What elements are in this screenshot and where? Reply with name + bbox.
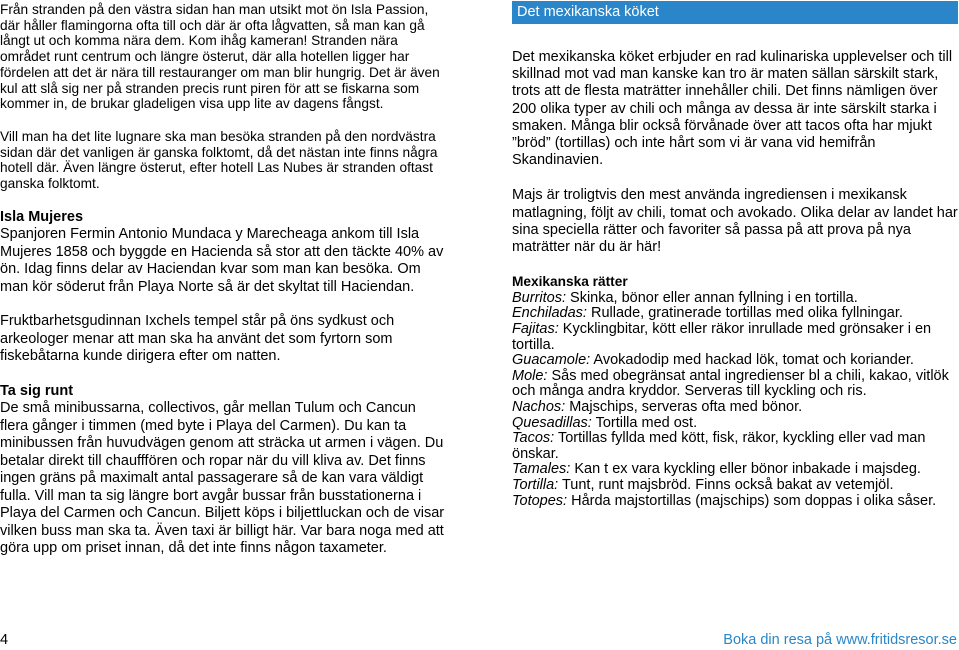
dish-description: Majschips, serveras ofta med bönor. <box>565 398 803 415</box>
dish-item <box>512 431 958 462</box>
dish-name: Mole: <box>512 367 548 384</box>
kitchen-paragraph-1: Det mexikanska köket erbjuder en rad kulinariska upplevelser och till skillnad mot vad man kanske kan tro är maten sällan särskilt stark, trots att de flesta maträtter innehåller chili. Det finns nämligen över 200 olika typer av chili och många av dessa är inte särskilt starka i smaken. Många blir också förvånade över att tacos ofta har mjukt ”bröd” (tortillas) och inte hårt som vi är vana vid hemifrån Skandinavien. <box>512 49 953 169</box>
dish-description: Skinka, bönor eller annan fyllning i en tortilla. <box>566 289 858 306</box>
dish-description: Sås med obegränsat antal ingredienser bl a chili, kakao, vitlök och många andra kryddor. Serveras till kyckling och ris. <box>512 367 949 400</box>
dish-description: Kycklingbitar, kött eller räkor inrullade med grönsaker i en tortilla. <box>512 321 932 353</box>
beach-paragraph-1: Från stranden på den västra sidan han man utsikt mot ön Isla Passion, där håller flamingorna ofta till och där är ofta lågvatten, så man kan gå långt ut och komma nära dem. Kom ihåg kameran! Stranden nära området runt centrum och längre österut, där alla hotellen ligger har fördelen att det är nära till restauranger om man blir hungrig. Det är även kul att slå sig ner på stranden precis runt piren för att se fiskarna som kommer in, de brukar gladeligen visa upp lite av dagens fångst. <box>0 2 440 112</box>
dish-name: Enchiladas: <box>512 305 587 322</box>
dish-description: Hårda majstortillas (majschips) som doppas i olika såser. <box>567 492 937 509</box>
dish-item <box>512 369 958 400</box>
dish-name: Quesadillas: <box>512 414 592 431</box>
dish-item <box>512 416 958 432</box>
dish-name: Totopes: <box>512 492 568 509</box>
dish-item <box>512 494 958 510</box>
dish-name: Nachos: <box>512 398 566 415</box>
booking-link[interactable]: Boka din resa på www.fritidsresor.se <box>723 632 957 648</box>
dish-name: Guacamole: <box>512 352 591 369</box>
section-header-mexican-kitchen: Det mexikanska köket <box>512 1 958 24</box>
dish-item <box>512 478 958 494</box>
dish-name: Fajitas: <box>512 321 559 338</box>
dish-item <box>512 400 958 416</box>
dish-item <box>512 322 958 353</box>
dish-description: Tortilla med ost. <box>591 414 698 431</box>
dish-item <box>512 462 958 478</box>
dishes-title: Mexikanska rätter <box>512 274 628 290</box>
dish-item <box>512 353 958 369</box>
dish-name: Burritos: <box>512 289 566 306</box>
kitchen-paragraph-2: Majs är troligtvis den mest använda ingrediensen i mexikansk matlagning, följt av chili, tomat och avokado. Olika delar av landet har sina speciella rätter och favoriter så passa på att prova på nya maträtter när du är här! <box>512 187 958 256</box>
dish-name: Tortilla: <box>512 476 559 493</box>
isla-mujeres-heading: Isla Mujeres <box>0 208 84 225</box>
dish-item <box>512 291 958 307</box>
dish-item <box>512 306 958 322</box>
ixchel-temple-text: Fruktbarhetsgudinnan Ixchels tempel står på öns sydkust och arkeologer menar att man ska ha använt det som fyrtorn som fiskebåtarna kunde dirigera efter om natten. <box>0 313 395 365</box>
getting-around-text: De små minibussarna, collectivos, går mellan Tulum och Cancun flera gånger i timmen (med byte i Playa del Carmen). Du kan ta minibussen från huvudvägen genom att sträcka ut armen i vägen. Du betalar direkt till chaufffören och ropar när du vill kliva av. Det finns ingen gräns på maximalt antal passagerare så de kan vara väldigt fulla. Vill man ta sig längre bort avgår bussar från busstationerna i Playa del Carmen och Cancun. Biljett köps i biljettluckan och de visar vilken buss man ska ta. Även taxi är billigt här. Var bara noga med att göra upp om priset innan, då det inte finns någon taxameter. <box>0 400 445 557</box>
dish-name: Tamales: <box>512 461 571 478</box>
left-column <box>0 0 448 558</box>
isla-mujeres-text: Spanjoren Fermin Antonio Mundaca y Marecheaga ankom till Isla Mujeres 1858 och byggde en Hacienda så stor att den täckte 40% av ön. Idag finns delar av Haciendan kvar som man kan besöka. Om man kör söderut från Playa Norte så är det skyltat till Haciendan. <box>0 226 444 295</box>
dish-name: Tacos: <box>512 430 555 447</box>
dish-description: Tunt, runt majsbröd. Finns också bakat av vetemjöl. <box>558 476 894 493</box>
page-number: 4 <box>0 632 9 648</box>
dish-description: Tortillas fyllda med kött, fisk, räkor, kyckling eller vad man önskar. <box>512 430 926 462</box>
dish-description: Avokadodip med hackad lök, tomat och koriander. <box>590 352 914 369</box>
dish-description: Rullade, gratinerade tortillas med olika fyllningar. <box>586 305 903 322</box>
getting-around-heading: Ta sig runt <box>0 382 74 399</box>
dishes-list <box>512 274 958 509</box>
right-column <box>512 0 958 509</box>
dish-description: Kan t ex vara kyckling eller bönor inbakade i majsdeg. <box>570 461 921 478</box>
beach-paragraph-2: Vill man ha det lite lugnare ska man besöka stranden på den nordvästra sidan där det vanligen är ganska folktomt, då det nästan inte finns några hotell där. Även längre österut, efter hotell Las Nubes är stranden oftast ganska folktomt. <box>0 128 438 192</box>
